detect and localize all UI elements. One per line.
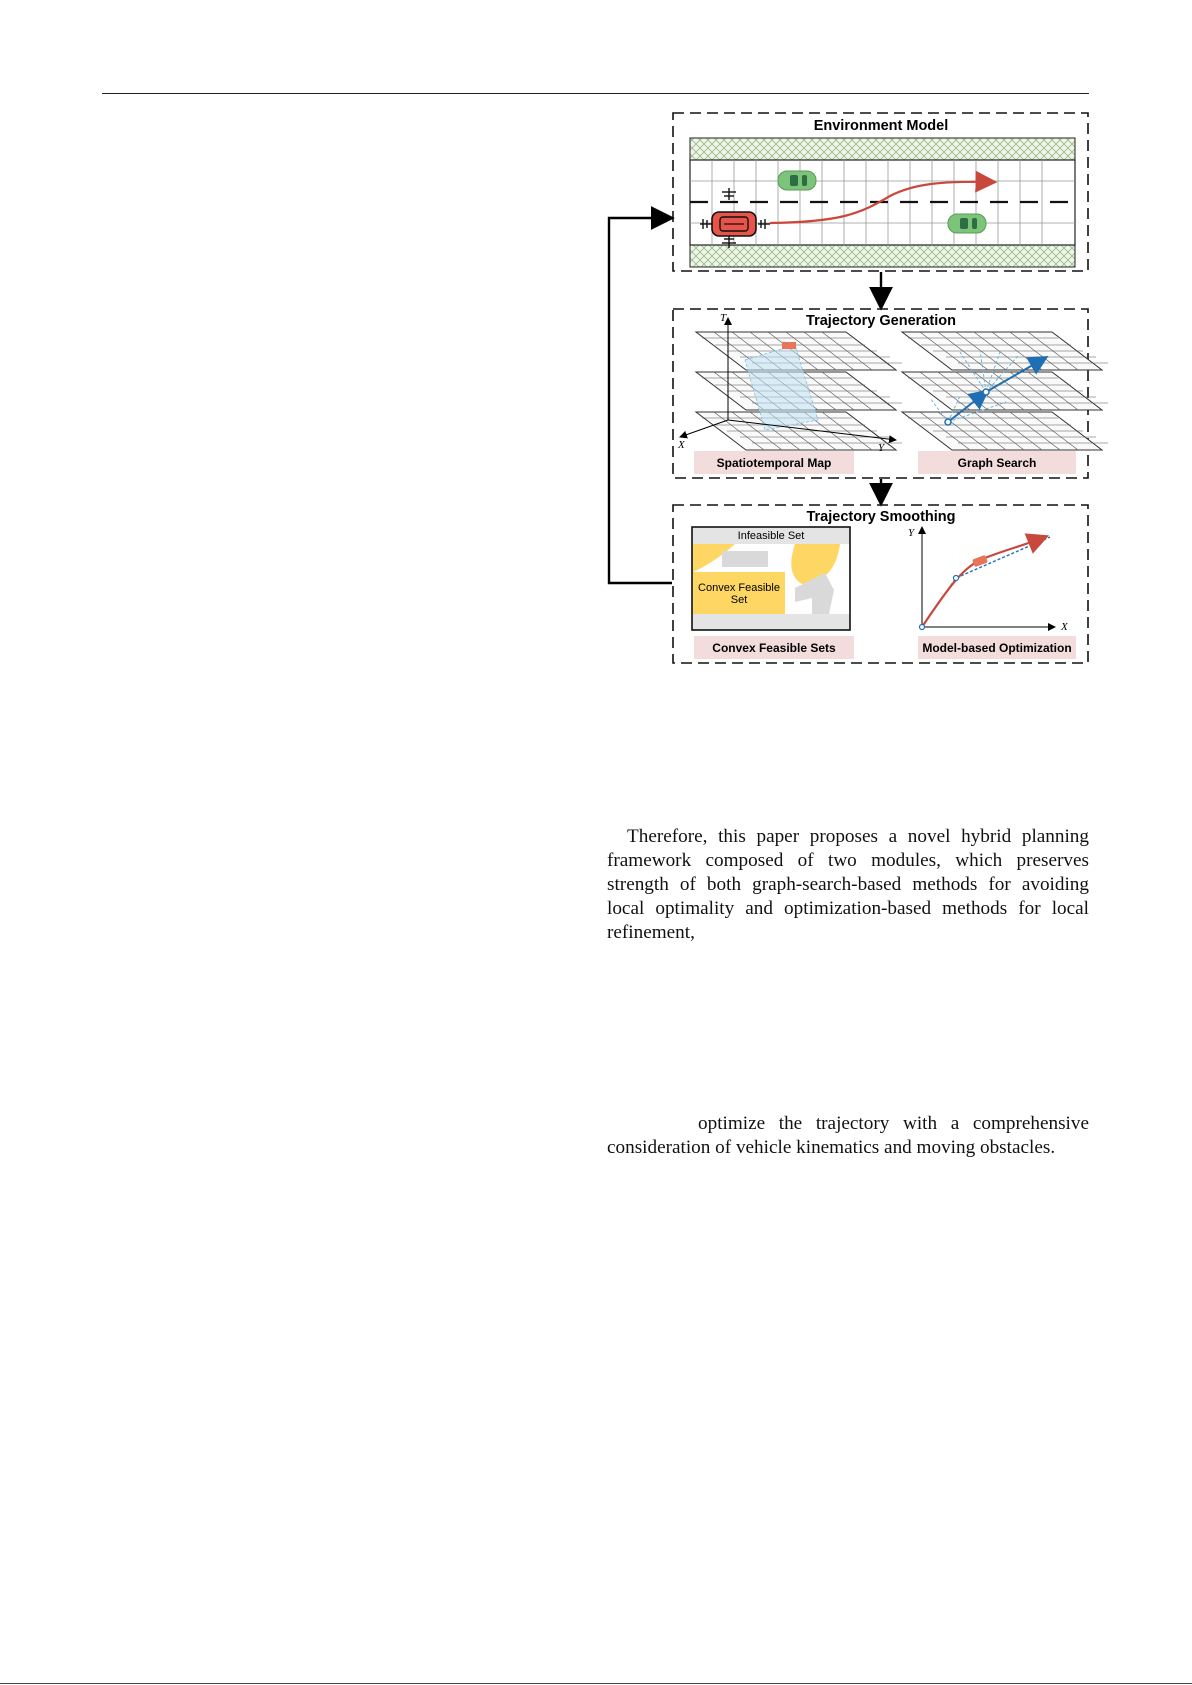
environment-model-panel — [673, 113, 1088, 271]
convex-feasible-set-graphic — [692, 527, 850, 630]
axis-t-label: T — [720, 312, 727, 324]
body-paragraph-2: optimize the trajectory with a comprehensive consideration of vehicle kinematics and moving obstacles. — [607, 1113, 1089, 1158]
footer-rule — [0, 1683, 1192, 1684]
infeasible-set-label: Infeasible Set — [737, 530, 805, 542]
body-paragraph-1: Therefore, this paper proposes a novel hybrid planning framework composed of two modules, which preserves strength of both graph-search-based methods for avoiding local optimality and optimization-based methods for local refinement, — [607, 826, 1089, 943]
convex-set-label-line1: Convex Feasible — [698, 582, 780, 594]
graph-search-label: Graph Search — [957, 456, 1037, 470]
feedback-arrow — [609, 218, 672, 583]
trajectory-smoothing-title: Trajectory Smoothing — [806, 509, 956, 525]
ego-vehicle-icon — [712, 212, 756, 236]
axis-y-label: Y — [878, 442, 885, 454]
spatiotemporal-map-label: Spatiotemporal Map — [716, 456, 832, 470]
graph-search-graphic — [902, 332, 1108, 450]
convex-set-label-line2: Set — [730, 594, 748, 606]
trajectory-smoothing-panel — [673, 505, 1088, 663]
other-vehicle-icon — [778, 171, 816, 190]
trajectory-generation-panel — [673, 309, 1108, 478]
framework-figure — [0, 0, 1192, 680]
trajectory-generation-title: Trajectory Generation — [806, 313, 956, 329]
model-optimization-label: Model-based Optimization — [922, 641, 1072, 655]
other-vehicle-icon — [948, 214, 986, 233]
convex-feasible-sets-label: Convex Feasible Sets — [712, 641, 836, 655]
environment-model-title: Environment Model — [813, 118, 949, 134]
model-optimization-plot — [908, 527, 1069, 633]
plot-x-axis-label: X — [1061, 621, 1068, 633]
plot-y-axis-label: Y — [908, 527, 915, 539]
axis-x-label: X — [678, 439, 685, 451]
spatiotemporal-map-graphic — [677, 312, 902, 454]
